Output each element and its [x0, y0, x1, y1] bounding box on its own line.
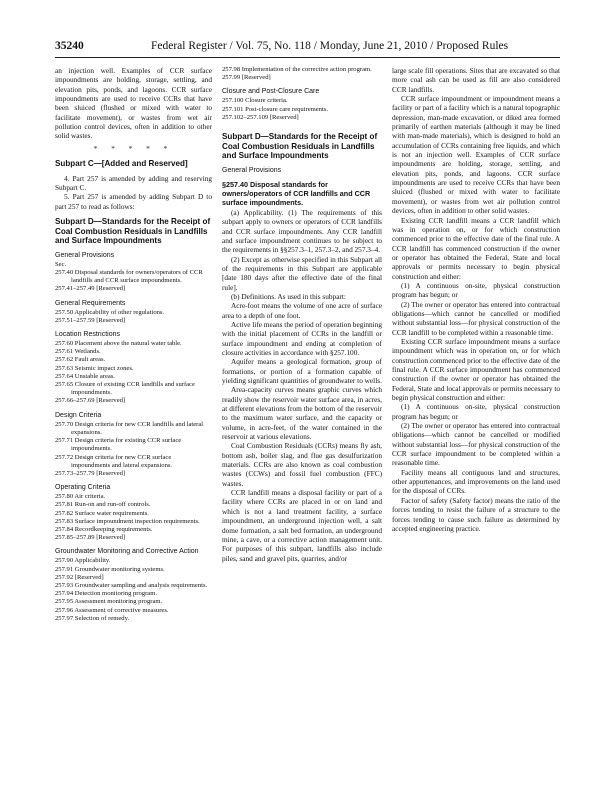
- toc-caption: Design Criteria: [55, 411, 102, 419]
- section-title: [222, 180, 382, 208]
- toc-entry: 257.96 Assessment of corrective measures.: [55, 606, 169, 614]
- section-title-text: §257.40 Disposal standards for owners/operators of CCR landfills and CCR surface impoundments.: [222, 179, 371, 208]
- toc-caption: General Requirements: [55, 299, 126, 307]
- toc-entry: 257.71 Design criteria for existing CCR surface impoundments.: [55, 437, 182, 453]
- amendatory-instruction-5: 5. Part 257 is amended by adding Subpart D to part 257 to read as follows:: [55, 192, 212, 211]
- toc-entry: 257.92 [Reserved]: [55, 573, 104, 581]
- toc-entry: 257.63 Seismic impact zones.: [55, 364, 134, 372]
- subpart-d-heading: Subpart D—Standards for the Receipt of Coal Combustion Residuals in Landfills and Surface Impoundments: [55, 217, 211, 246]
- paragraph: (b) Definitions. As used in this subpart:: [231, 291, 346, 301]
- toc-entry: 257.102–257.109 [Reserved]: [222, 113, 299, 121]
- paragraph: (a) Applicability. (1) The requirements of this subpart apply to owners or operators of CCR landfills and CCR surface impoundments. Any CCR landfill and surface impoundment continues to be subject to the requirements in §§257.3–1, 257.3–2, and 257.3–4.: [222, 207, 382, 255]
- header-rule: [55, 57, 560, 58]
- column-1: [55, 66, 212, 771]
- page-number: 35240: [55, 40, 84, 52]
- toc-entry: 257.80 Air criteria.: [55, 493, 106, 501]
- running-head: Federal Register / Vol. 75, No. 118 / Monday, June 21, 2010 / Proposed Rules: [151, 40, 509, 52]
- toc-entry: 257.83 Surface impoundment inspection requirements.: [55, 517, 200, 525]
- toc-entry: 257.91 Groundwater monitoring systems.: [55, 565, 165, 573]
- toc-entry: 257.99 [Reserved]: [222, 74, 271, 82]
- paragraph: (1) A continuous on-site, physical construction program has begun; or: [392, 402, 560, 421]
- definition: Aquifer means a geological formation, group of formations, or portion of a formation capable of yielding significant quantities of groundwater to wells.: [222, 357, 382, 386]
- definition: Facility means all contiguous land and structures, other appurtenances, and improvements on the land used for the disposal of CCRs.: [392, 467, 560, 496]
- paragraph: (2) The owner or operator has entered into contractual obligations—which cannot be cancelled or modified without substantial loss—for physical construction of the CCR surface impoundment to be completed within a reasonable time.: [392, 421, 560, 468]
- toc-caption: Closure and Post-Closure Care: [222, 88, 320, 96]
- page-header: [55, 40, 560, 56]
- toc-entry: 257.81 Run-on and run-off controls.: [55, 501, 151, 509]
- toc-entry: 257.84 Recordkeeping requirements.: [55, 525, 153, 533]
- subpart-d-heading-main: Subpart D—Standards for the Receipt of Coal Combustion Residuals in Landfills and Surface Impoundments: [222, 132, 378, 161]
- paragraph: (1) A continuous on-site, physical construction program has begun; or: [392, 280, 560, 300]
- definition: CCR surface impoundment or impoundment means a facility or part of a facility which is a natural topographic depression, man-made excavation, or diked area formed primarily of earthen materials (although it may be lined with man-made materials), which is designed to hold an accumulation of CCRs containing free liquids, and which is not an injection well. Examples of CCR surface impoundments are holding, storage, settling, and elevation pits, ponds, and lagoons. CCR surface impoundments are used to receive CCRs that have been sluiced (flushed or mixed with water to facilitate movement), or wastes from wet air pollution control devices, often in addition to other solid wastes.: [392, 94, 560, 216]
- toc-entry: 257.98 Implementation of the corrective action program.: [222, 66, 372, 73]
- toc-entry: 257.62 Fault areas.: [55, 356, 106, 364]
- column-2: [222, 66, 382, 771]
- toc-caption: Operating Criteria: [55, 484, 111, 492]
- toc-entry: 257.61 Wetlands.: [55, 348, 101, 356]
- toc-entry: 257.101 Post-closure care requirements.: [222, 105, 329, 113]
- toc-entry: 257.60 Placement above the natural water table.: [55, 340, 182, 348]
- general-provisions-caption: General Provisions: [55, 251, 115, 259]
- ellipsis-stars: * * * * *: [93, 143, 174, 153]
- paragraph: large scale fill operations. Sites that are excavated so that more coal ash can be used as fill are also considered CCR landfills.: [392, 66, 560, 94]
- definition: Factor of safety (Safety factor) means the ratio of the forces tending to resist the failure of a structure to the forces tending to cause such failure as determined by accepted engineering practice.: [392, 495, 560, 533]
- definition: Area-capacity curves means graphic curves which readily show the reservoir water surface area, in acres, at different elevations from the bottom of the reservoir to the maximum water surface, and the capacity or volume, in acre-feet, of the water contained in the reservoir at various elevations.: [222, 385, 382, 442]
- toc-entry: 257.90 Applicability.: [55, 557, 111, 565]
- definition: Acre-foot means the volume of one acre of surface area to a depth of one foot.: [222, 301, 382, 320]
- toc-entry: 257.94 Detection monitoring program.: [55, 590, 158, 598]
- subpart-c-heading: Subpart C—[Added and Reserved]: [55, 159, 188, 169]
- paragraph: (2) Except as otherwise specified in this Subpart all of the requirements in this Subpart are applicable [date 180 days after the effective date of the final rule].: [222, 254, 382, 292]
- general-provisions-caption: General Provisions: [222, 166, 282, 174]
- toc-entry: 257.40 Disposal standards for owners/operators of CCR landfills and CCR surface impoundments.: [55, 269, 203, 285]
- column-3: [392, 66, 560, 771]
- toc-entry: 257.65 Closure of existing CCR landfills and surface impoundments.: [55, 381, 195, 397]
- toc-entry: 257.70 Design criteria for new CCR landfills and lateral expansions.: [55, 420, 204, 436]
- toc-entry: 257.72 Design criteria for new CCR surface impoundments and lateral expansions.: [55, 453, 173, 469]
- toc-caption: Groundwater Monitoring and Corrective Action: [55, 548, 199, 556]
- toc-entry: 257.95 Assessment monitoring program.: [55, 598, 163, 606]
- toc-entry: 257.41–257.49 [Reserved]: [55, 285, 126, 293]
- table-of-contents: [55, 269, 212, 623]
- toc-entry: 257.97 Selection of remedy.: [55, 614, 130, 622]
- toc-entry: 257.85–257.89 [Reserved]: [55, 534, 126, 542]
- toc-entry: 257.64 Unstable areas.: [55, 372, 116, 380]
- toc-caption: Location Restrictions: [55, 331, 120, 339]
- definition: Coal Combustion Residuals (CCRs) means fly ash, bottom ash, boiler slag, and flue gas desulfurization materials. CCRs are also known as coal combustion wastes (CCWs) and fossil fuel combustion (FFC) wastes.: [222, 441, 382, 488]
- toc-entry: 257.93 Groundwater sampling and analysis requirements.: [55, 581, 208, 589]
- toc-entry: 257.66–257.69 [Reserved]: [55, 397, 126, 405]
- definition: Existing CCR landfill means a CCR landfill which was in operation on, or for which construction commenced prior to the effective date of the final rule. A CCR landfill has commenced construction if the owner or operator has obtained the Federal, State and local approvals or permits necessary to begin physical construction and either:: [392, 215, 560, 281]
- amendatory-instruction-4: 4. Part 257 is amended by adding and reserving Subpart C.: [55, 173, 212, 193]
- toc-entry: 257.50 Applicability of other regulations.: [55, 308, 165, 316]
- toc-entry: 257.82 Surface water requirements.: [55, 509, 149, 517]
- definition: CCR landfill means a disposal facility or part of a facility where CCRs are placed in or on land and which is not a land treatment facility, a surface impoundment, an underground injection well, a salt dome formation, a salt bed formation, an underground mine, a cave, or a corrective action management unit. For purposes of this subpart, landfills also include piles, sand and gravel pits, quarries, and/or: [222, 488, 382, 563]
- toc-entry: 257.51–257.59 [Reserved]: [55, 316, 126, 324]
- paragraph: (2) The owner or operator has entered into contractual obligations—which cannot be cancelled or modified without substantial loss—for physical construction of the CCR landfill to be completed within a reasonable time.: [392, 299, 560, 337]
- definition: Existing CCR surface impoundment means a surface impoundment which was in operation on, or for which construction commenced prior to the effective date of the final rule. A CCR surface impoundment has commenced construction if the owner or operator has obtained the Federal, State and local approvals or permits necessary to begin physical construction and either:: [392, 336, 560, 403]
- sec-label: Sec.: [55, 260, 67, 268]
- toc-entry: 257.73–257.79 [Reserved]: [55, 469, 126, 477]
- intro-paragraph: an injection well. Examples of CCR surface impoundments are holding, storage, settling, and elevation pits, ponds, and lagoons. CCR surface impoundments are used to receive CCRs that have been sluiced (flushed or mixed with water to facilitate movement), or wastes from wet air pollution control devices, often in addition to other solid wastes.: [55, 66, 212, 141]
- toc-entry: 257.100 Closure criteria.: [222, 97, 288, 105]
- definition: Active life means the period of operation beginning with the initial placement of CCRs in the landfill or surface impoundment and ending at completion of closure activities in accordance with §257.100.: [222, 319, 382, 357]
